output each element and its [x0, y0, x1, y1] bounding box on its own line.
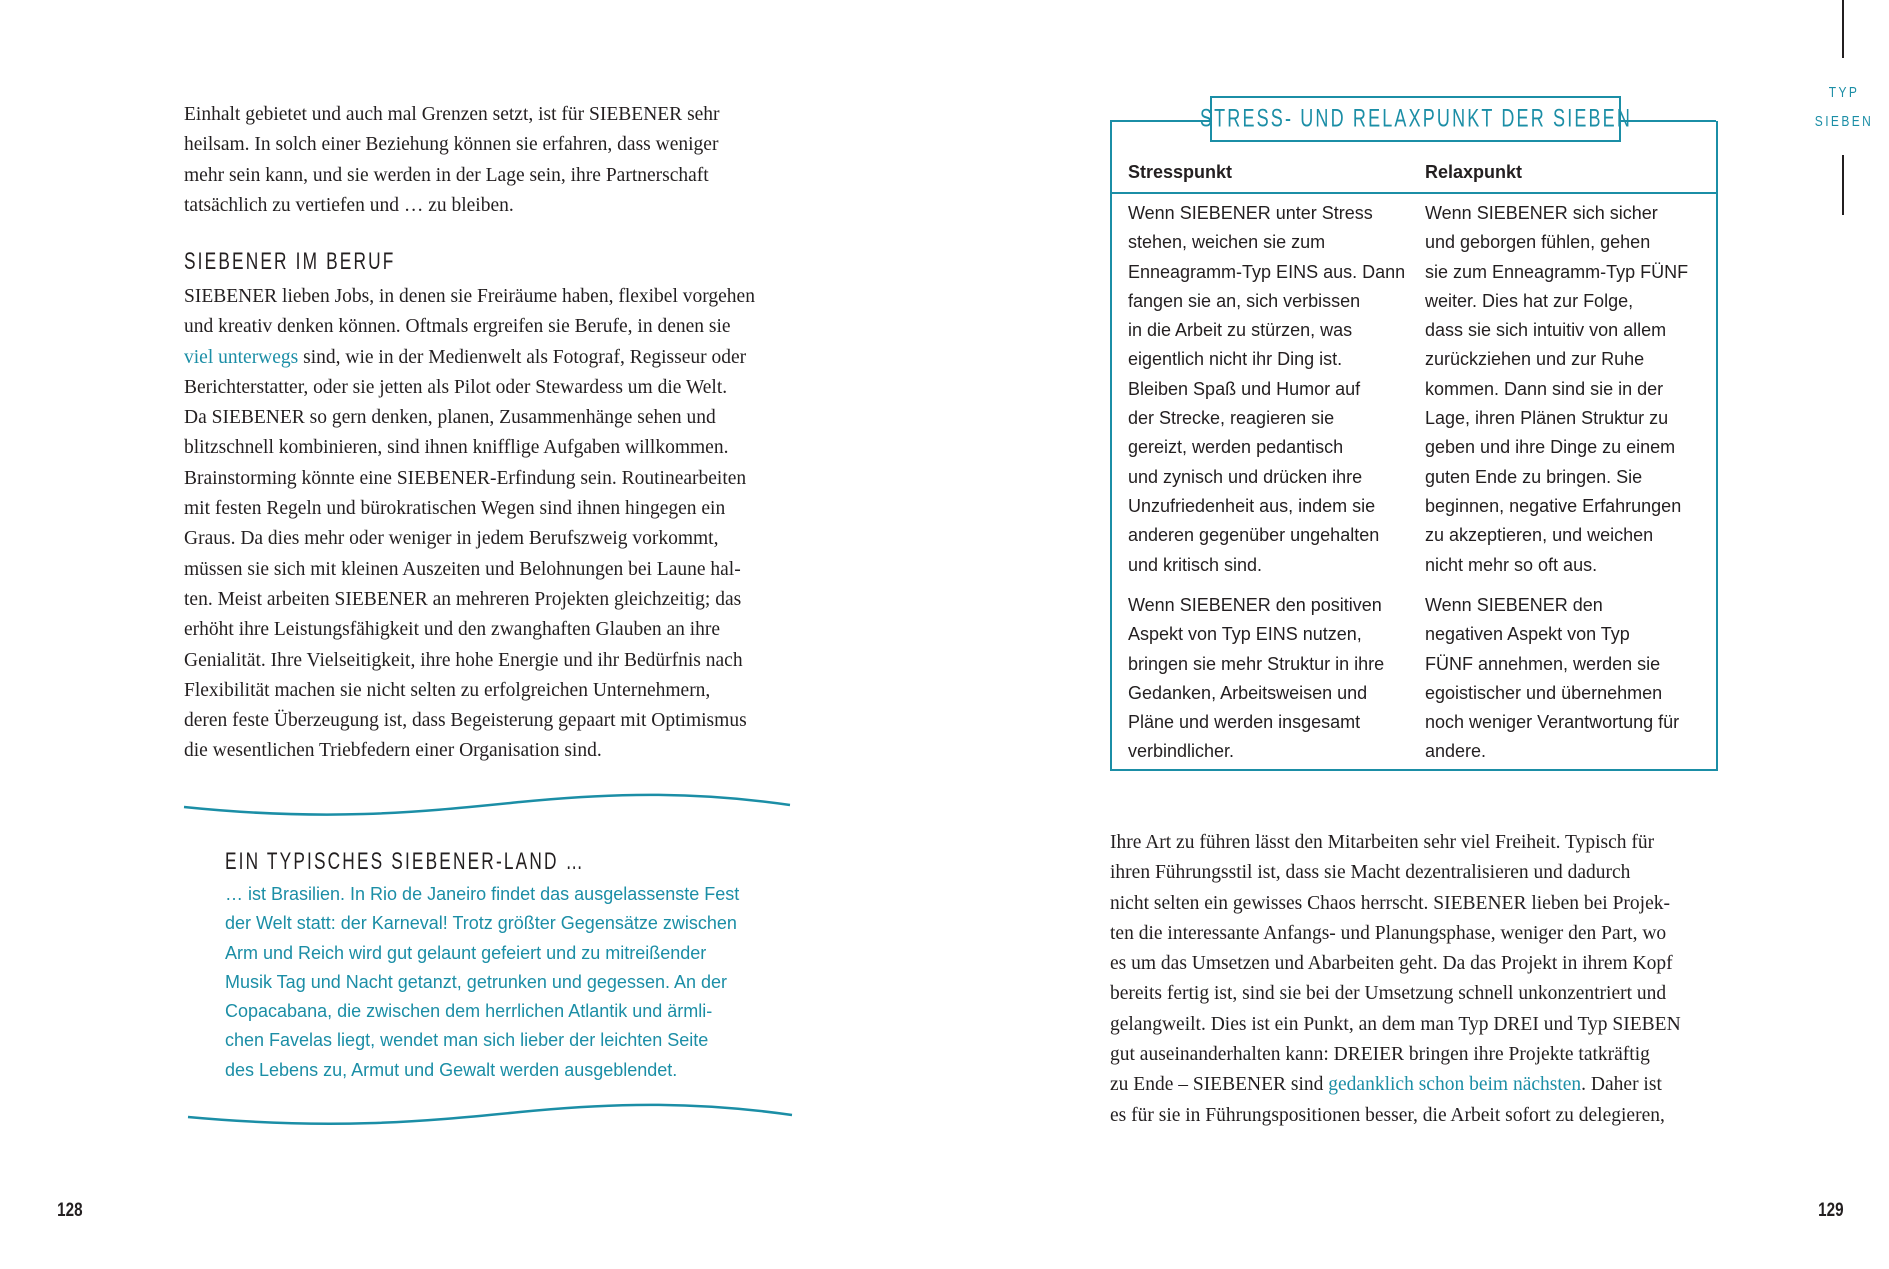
text-line: Pläne und werden insgesamt — [1128, 712, 1361, 733]
text-line: der Strecke, reagieren sie — [1128, 408, 1335, 429]
text-line: in die Arbeit zu stürzen, was — [1128, 320, 1353, 341]
text-line: sie zum Enneagramm-Typ FÜNF — [1425, 261, 1689, 282]
country-box-heading: EIN TYPISCHES SIEBENER-LAND … — [225, 848, 585, 875]
highlighted-phrase: gedanklich schon beim nächsten — [1328, 1074, 1582, 1096]
wave-top — [184, 795, 790, 815]
text-line: des Lebens zu, Armut und Gewalt werden ausgeblendet. — [225, 1059, 678, 1080]
text-line: Wenn SIEBENER sich sicher — [1425, 203, 1658, 223]
text-line: geben und ihre Dinge zu einem — [1425, 437, 1676, 458]
text-line: ten die interessante Anfangs- und Planungsphase, weniger den Part, wo — [1110, 922, 1667, 944]
text-line: deren feste Überzeugung ist, dass Begeisterung gepaart mit Optimismus — [184, 710, 747, 732]
page-number-left: 128 — [57, 1200, 83, 1221]
text-line: bereits fertig ist, sind sie bei der Umsetzung schnell unkonzentriert und — [1110, 983, 1667, 1005]
table-border-top-right — [1619, 120, 1716, 122]
header-separator — [1110, 192, 1716, 194]
text-line: chen Favelas liegt, wendet man sich lieber der leichten Seite — [225, 1030, 709, 1051]
text-line: mit festen Regeln und bürokratischen Wegen sind ihnen hingegen ein — [184, 498, 726, 520]
text-line: nicht mehr so oft aus. — [1425, 554, 1598, 575]
text-line: Aspekt von Typ EINS nutzen, — [1128, 624, 1362, 645]
text-line: nicht selten ein gewisses Chaos herrscht. SIEBENER lieben bei Projek- — [1110, 892, 1670, 914]
page-number-right: 129 — [1818, 1200, 1844, 1221]
text-line: egoistischer und übernehmen — [1425, 682, 1663, 703]
text-line: Wenn SIEBENER den — [1425, 595, 1603, 615]
text-line: gereizt, werden pedantisch — [1128, 437, 1344, 458]
text-line: Flexibilität machen sie nicht selten zu erfolgreichen Unternehmern, — [184, 679, 711, 701]
text-line: SIEBENER lieben Jobs, in denen sie Freiräume haben, flexibel vorgehen — [184, 286, 755, 307]
text-line: Ihre Art zu führen lässt den Mitarbeiten sehr viel Freiheit. Typisch für — [1110, 832, 1655, 853]
text-line: blitzschnell kombinieren, sind ihnen knifflige Aufgaben willkommen. — [184, 437, 729, 459]
text-line: negativen Aspekt von Typ — [1425, 624, 1630, 645]
text-line: Brainstorming könnte eine SIEBENER-Erfindung sein. Routinearbeiten — [184, 467, 747, 489]
text-line: Lage, ihren Plänen Struktur zu — [1425, 408, 1669, 429]
text-line: viel unterwegs sind, wie in der Medienwelt als Fotograf, Regisseur oder — [184, 346, 747, 368]
text-line: FÜNF annehmen, werden sie — [1425, 653, 1661, 674]
text-line: und kreativ denken können. Oftmals ergreifen sie Berufe, in denen sie — [184, 316, 731, 338]
stress-cell-1 — [1128, 199, 1405, 580]
text-line: Graus. Da dies mehr oder weniger in jedem Berufszweig vorkommt, — [184, 528, 719, 550]
text-line: und kritisch sind. — [1128, 554, 1263, 575]
text-line: Berichterstatter, oder sie jetten als Pilot oder Stewardess um die Welt. — [184, 376, 728, 398]
highlighted-phrase: viel unterwegs — [184, 346, 299, 368]
section-heading: SIEBENER IM BERUF — [184, 248, 396, 275]
side-tab-line-bottom — [1842, 155, 1844, 215]
text-line: ten. Meist arbeiten SIEBENER an mehreren Projekten gleichzeitig; das — [184, 588, 742, 610]
text-line: guten Ende zu bringen. Sie — [1425, 466, 1643, 487]
text-line: Enneagramm-Typ EINS aus. Dann — [1128, 261, 1406, 282]
text-line: gelangweilt. Dies ist ein Punkt, an dem man Typ DREI und Typ SIEBEN — [1110, 1013, 1681, 1035]
side-tab-sieben: SIEBEN — [1814, 113, 1874, 130]
text-line: … ist Brasilien. In Rio de Janeiro findet das ausgelassenste Fest — [225, 884, 740, 904]
text-line: bringen sie mehr Struktur in ihre — [1128, 653, 1385, 674]
text-line: beginnen, negative Erfahrungen — [1425, 495, 1682, 516]
text-line: Copacabana, die zwischen dem herrlichen Atlantik und ärmli- — [225, 1001, 713, 1022]
text-line: zu Ende – SIEBENER sind gedanklich schon beim nächsten. Daher ist — [1110, 1074, 1662, 1096]
text-line: dass sie sich intuitiv von allem — [1425, 320, 1667, 341]
table-title-box — [1199, 96, 1632, 142]
text-line: Wenn SIEBENER unter Stress — [1128, 203, 1373, 223]
text-line: und geborgen fühlen, gehen — [1425, 232, 1651, 253]
side-tab-line-top — [1842, 0, 1844, 58]
text-line: Einhalt gebietet und auch mal Grenzen setzt, ist für SIEBENER sehr — [184, 104, 720, 125]
relax-cell-1 — [1425, 199, 1688, 580]
text-line: gut auseinanderhalten kann: DREIER bringen ihre Projekte tatkräftig — [1110, 1044, 1650, 1066]
text-line: andere. — [1425, 741, 1487, 762]
text-line: verbindlicher. — [1128, 741, 1235, 762]
text-line: kommen. Dann sind sie in der — [1425, 378, 1664, 399]
stress-cell-2 — [1128, 591, 1384, 767]
relax-cell-2 — [1425, 591, 1679, 767]
text-line: anderen gegenüber ungehalten — [1128, 525, 1380, 546]
wave-bottom — [188, 1105, 792, 1124]
text-line: Genialität. Ihre Vielseitigkeit, ihre hohe Energie und ihr Bedürfnis nach — [184, 649, 743, 671]
text-line: fangen sie an, sich verbissen — [1128, 290, 1361, 311]
text-line: Musik Tag und Nacht getanzt, getrunken und gegessen. An der — [225, 971, 728, 992]
text-line: es um das Umsetzen und Abarbeiten geht. Da das Projekt in ihrem Kopf — [1110, 953, 1673, 975]
text-line: Wenn SIEBENER den positiven — [1128, 595, 1382, 615]
text-line: Unzufriedenheit aus, indem sie — [1128, 495, 1376, 516]
text-line: stehen, weichen sie zum — [1128, 232, 1326, 253]
text-line: der Welt statt: der Karneval! Trotz größter Gegensätze zwischen — [225, 913, 737, 934]
text-line: mehr sein kann, und sie werden in der Lage sein, ihre Partnerschaft — [184, 164, 709, 186]
text-line: tatsächlich zu vertiefen und … zu bleiben. — [184, 194, 514, 216]
text-line: weiter. Dies hat zur Folge, — [1425, 290, 1634, 311]
text-line: müssen sie sich mit kleinen Auszeiten und Belohnungen bei Laune hal- — [184, 558, 741, 580]
text-line: Arm und Reich wird gut gelaunt gefeiert und zu mitreißender — [225, 942, 707, 963]
col-header-relaxpunkt: Relaxpunkt — [1425, 162, 1523, 182]
text-line: zu akzeptieren, und weichen — [1425, 525, 1654, 546]
country-box-text — [225, 880, 739, 1085]
text-line: erhöht ihre Leistungsfähigkeit und den zwanghaften Glauben an ihre — [184, 619, 721, 641]
col-header-stresspunkt: Stresspunkt — [1128, 162, 1233, 182]
text-line: Da SIEBENER so gern denken, planen, Zusammenhänge sehen und — [184, 407, 716, 429]
text-line: und zynisch und drücken ihre — [1128, 466, 1363, 487]
text-line: es für sie in Führungspositionen besser, die Arbeit sofort zu delegieren, — [1110, 1104, 1665, 1126]
text-line: heilsam. In solch einer Beziehung können sie erfahren, dass weniger — [184, 134, 719, 156]
text-line: zurückziehen und zur Ruhe — [1425, 349, 1645, 370]
leadership-paragraph — [1110, 828, 1681, 1131]
text-line: ihren Führungsstil ist, dass sie Macht dezentralisieren und dadurch — [1110, 862, 1631, 884]
text-line: noch weniger Verantwortung für — [1425, 712, 1680, 733]
text-line: die wesentlichen Triebfedern einer Organisation sind. — [184, 740, 602, 762]
text-line: Gedanken, Arbeitsweisen und — [1128, 682, 1368, 703]
text-line: eigentlich nicht ihr Ding ist. — [1128, 349, 1343, 370]
table-title: STRESS- UND RELAXPUNKT DER SIEBEN — [1199, 104, 1632, 133]
side-tab-typ: TYP — [1828, 84, 1860, 101]
text-line: Bleiben Spaß und Humor auf — [1128, 378, 1361, 399]
table-border-top-left — [1110, 120, 1210, 122]
